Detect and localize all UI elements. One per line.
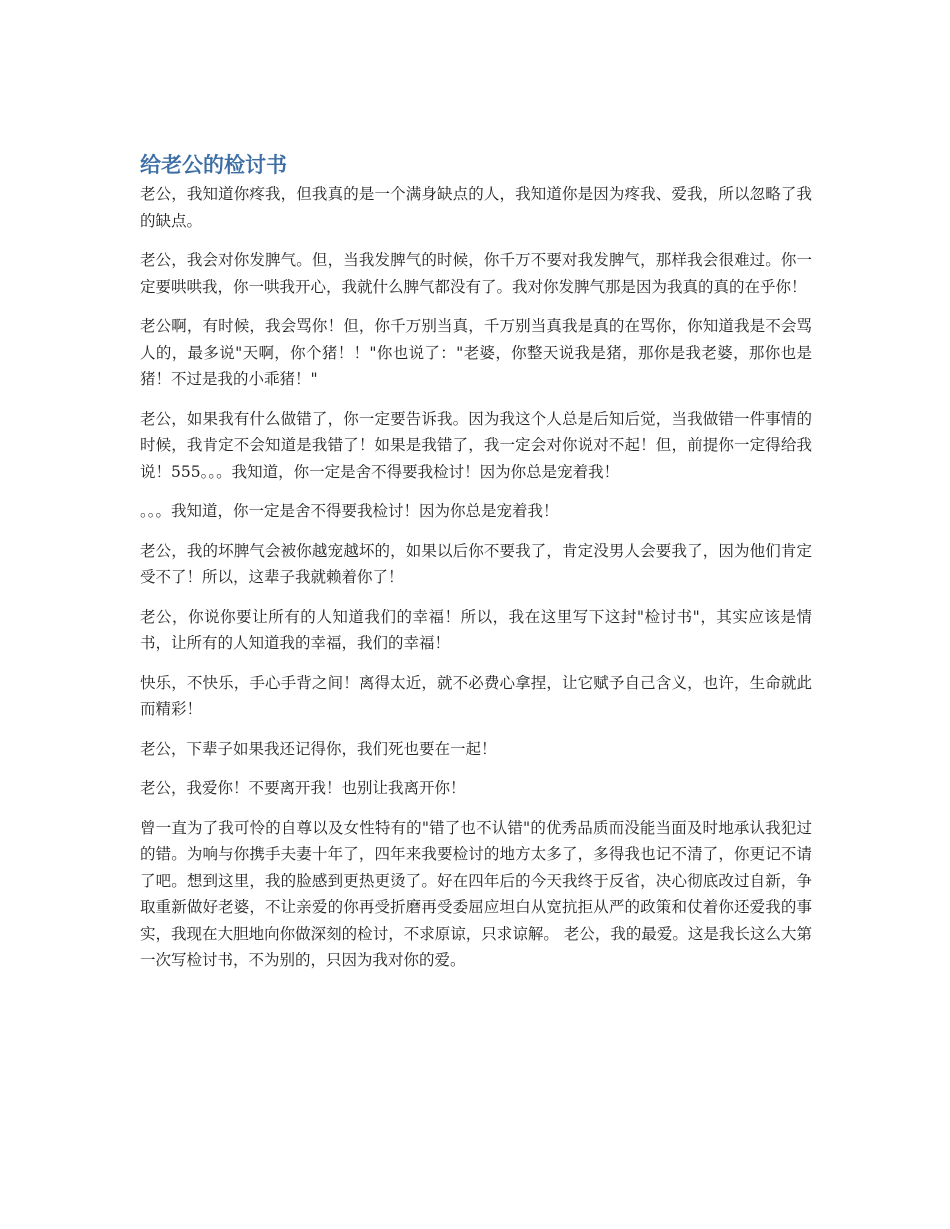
paragraph: 老公，我爱你！不要离开我！也别让我离开你！ [140, 779, 466, 797]
paragraph: 老公，你说你要让所有的人知道我们的幸福！所以，我在这里写下这封"检讨书"，其实应该是情书，让所有的人知道我的幸福，我们的幸福！ [140, 607, 812, 652]
document-title: 给老公的检讨书 [140, 153, 287, 177]
paragraph: 老公，下辈子如果我还记得你，我们死也要在一起！ [140, 739, 497, 758]
paragraph: 。。。我知道，你一定是舍不得要我检讨！因为你总是宠着我！ [140, 502, 559, 520]
paragraph: 老公，我会对你发脾气。但，当我发脾气的时候，你千万不要对我发脾气，那样我会很难过。你一定要哄哄我，你一哄我开心，我就什么脾气都没有了。我对你发脾气那是因为我真的真的在乎你！ [140, 251, 812, 296]
paragraph: 老公，我知道你疼我，但我真的是一个满身缺点的人，我知道你是因为疼我、爱我，所以忽略了我的缺点。 [140, 185, 812, 230]
paragraph: 老公啊，有时候，我会骂你！但，你千万别当真，千万别当真我是真的在骂你，你知道我是不会骂人的，最多说"天啊，你个猪！！"你也说了："老婆，你整天说我是猪，那你是我老婆，那你也是猪！不过是我的小乖猪！" [140, 317, 812, 388]
paragraph: 曾一直为了我可怜的自尊以及女性特有的"错了也不认错"的优秀品质而没能当面及时地承认我犯过的错。为响与你携手夫妻十年了，四年来我要检讨的地方太多了，多得我也记不清了，你更记不请了吧。想到这里，我的脸感到更热更烫了。好在四年后的今天我终于反省，决心彻底改过自新，争取重新做好老婆，不让亲爱的你再受折磨再受委屈应坦白从宽抗拒从严的政策和仗着你还爱我的事实，我现在大胆地向你做深刻的检讨，不求原谅，只求谅解。 老公，我的最爱。这是我长这么大第一次写检讨书，不为别的，只因为我对你的爱。 [140, 818, 812, 969]
paragraph: 老公，如果我有什么做错了，你一定要告诉我。因为我这个人总是后知后觉，当我做错一件事情的时候，我肯定不会知道是我错了！如果是我错了，我一定会对你说对不起！但，前提你一定得给我说！555。。。我知道，你一定是舍不得要我检讨！因为你总是宠着我！ [140, 409, 812, 481]
paragraph: 老公，我的坏脾气会被你越宠越坏的，如果以后你不要我了，肯定没男人会要我了，因为他们肯定受不了！所以，这辈子我就赖着你了！ [140, 541, 812, 586]
paragraph: 快乐，不快乐，手心手背之间！离得太近，就不必费心拿捏，让它赋予自己含义，也许，生命就此而精彩！ [140, 673, 812, 718]
document-page [140, 150, 812, 987]
